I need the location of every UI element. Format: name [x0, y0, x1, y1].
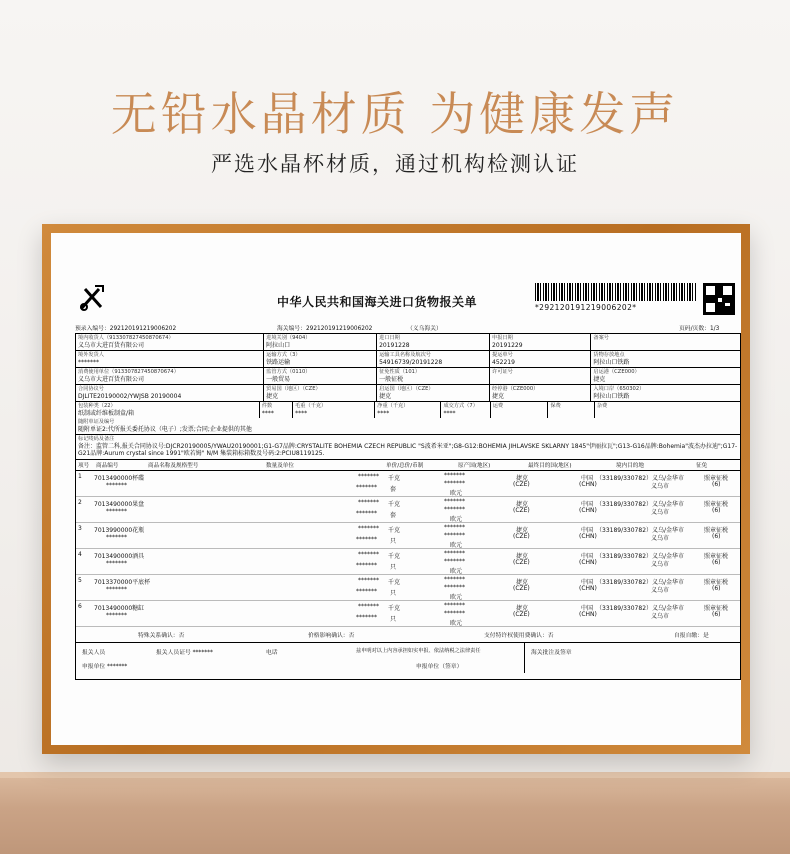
item-column-header: 最终目的国(地区) — [528, 462, 572, 469]
item-origin-code: (CZE) — [513, 584, 530, 592]
item-dest: 中国 — [581, 474, 594, 482]
item-unit: 套 — [390, 511, 397, 519]
item-domestic: （33189/330782）义乌/金华市 — [596, 552, 685, 560]
item-price: ******* — [444, 523, 465, 531]
royalty-payment: 支付特许权使用费确认：否 — [484, 632, 554, 639]
item-unit: 只 — [390, 563, 397, 571]
header-row — [76, 334, 740, 351]
header-cell — [76, 334, 264, 350]
field-label: 入境口岸（650302） — [593, 386, 645, 392]
picture-frame — [42, 224, 750, 754]
phone-label: 电话 — [266, 649, 278, 656]
page-count: 页码/页数：1/3 — [679, 326, 720, 332]
field-value: 阿拉山口铁路 — [593, 358, 630, 366]
confirmation-row — [76, 627, 740, 643]
field-label: 运输方式（3） — [266, 352, 301, 358]
item-qty: ******* — [358, 602, 379, 610]
field-value — [597, 410, 738, 418]
item-tax: 照章征税 — [704, 500, 729, 508]
item-dest-code: (CHN) — [579, 610, 597, 618]
item-total: ******* — [444, 557, 465, 565]
marks-value: 备注：监管二科,报关合同协议号:DJCR20190005/YWAU20190001;G1-G7品牌:CRYSTALITE BOHEMIA CZECH REPUBLIC "S波希米亚";G8-G12:BOHEMIA JIHLAVSKE SKLARNY 1845"伊丽拉瓦";G13-G16品牌:Bohemia"波杰办拉迪";G17-G21品牌:Aurum crystal since 1991"欧若姆" N/M 集装箱标箱数及号码:2:PCIU8119125. — [78, 442, 738, 457]
item-unit-kg: 千克 — [388, 578, 401, 586]
item-total: ******* — [444, 531, 465, 539]
field-value — [492, 376, 588, 384]
field-value: ******* — [78, 358, 99, 366]
item-origin-code: (CZE) — [513, 558, 530, 566]
field-label: 启运国（地区）（CZE） — [379, 386, 434, 392]
item-currency: 欧元 — [450, 567, 463, 575]
item-price: ******* — [444, 549, 465, 557]
special-relationship: 特殊关系确认：否 — [138, 632, 185, 639]
header-cell — [377, 351, 490, 367]
field-value: 阿拉山口铁路 — [593, 392, 630, 400]
field-value: **** — [377, 409, 390, 417]
field-label: 许可证号 — [492, 369, 513, 375]
item-dest: 中国 — [581, 552, 594, 560]
item-origin: 捷克 — [516, 552, 529, 560]
field-label: 杂费 — [596, 403, 608, 409]
item-column-header: 原产国(地区) — [458, 462, 491, 469]
declaration-table — [75, 333, 741, 680]
field-label: 进口日期 — [379, 335, 400, 341]
header-cell — [490, 368, 591, 384]
item-domestic-city: 义乌市 — [651, 586, 670, 594]
field-value — [550, 410, 591, 418]
item-domestic: （33189/330782）义乌/金华市 — [596, 526, 685, 534]
table-row — [76, 497, 740, 523]
item-column-header: 数量及单位 — [266, 462, 294, 469]
item-unit-kg: 千克 — [388, 526, 401, 534]
field-value: **** — [261, 409, 274, 417]
field-label: 消费使用单位（91330782745087067​4） — [78, 369, 179, 375]
item-spec: ******* — [106, 533, 127, 541]
item-qty2: ******* — [356, 535, 377, 543]
header-cell — [260, 402, 293, 418]
item-dest-code: (CHN) — [579, 480, 597, 488]
field-value: 义乌市大进百货有限公司 — [78, 341, 145, 349]
field-value: 捷克 — [492, 392, 505, 400]
item-qty: ******* — [358, 524, 379, 532]
item-dest-code: (CHN) — [579, 506, 597, 514]
item-price: ******* — [444, 575, 465, 583]
item-number: 1 — [78, 472, 82, 480]
item-currency: 欧元 — [450, 489, 463, 497]
field-label: 成交方式（7） — [443, 403, 478, 409]
item-currency: 欧元 — [450, 619, 463, 627]
header-cell — [264, 385, 377, 401]
header-row — [76, 402, 740, 418]
item-dest: 中国 — [581, 500, 594, 508]
header-cell — [377, 368, 490, 384]
field-value: **** — [295, 409, 308, 417]
item-unit: 只 — [390, 589, 397, 597]
item-domestic-city: 义乌市 — [651, 534, 670, 542]
item-qty: ******* — [358, 472, 379, 480]
field-value: 一般征税 — [379, 375, 404, 383]
document-title: 中华人民共和国海关进口货物报关单 — [277, 295, 478, 309]
field-value: 捷克 — [379, 392, 392, 400]
item-domestic: （33189/330782）义乌/金华市 — [596, 578, 685, 586]
field-value: 纸制或纤维板制盒/箱 — [78, 409, 135, 417]
item-column-header: 项号 — [78, 462, 90, 469]
header-cell — [377, 334, 490, 350]
field-value: 捷克 — [593, 375, 606, 383]
qr-code-icon — [703, 283, 735, 315]
declarant-id: 报关人员证号 ******* — [156, 649, 213, 656]
field-label: 进境关别（9404） — [266, 335, 311, 341]
field-value — [593, 342, 738, 350]
item-origin-code: (CZE) — [513, 480, 530, 488]
item-code: 7013490000酒具 — [94, 552, 145, 560]
field-label: 毛重（千克） — [295, 403, 327, 409]
header-row — [76, 368, 740, 385]
field-label: 提运单号 — [492, 352, 513, 358]
item-price: ******* — [444, 601, 465, 609]
customs-declaration — [67, 247, 738, 731]
field-value: 54916739/20191228 — [379, 358, 443, 366]
item-domestic: （33189/330782）义乌/金华市 — [596, 474, 685, 482]
declarant-row — [76, 643, 740, 679]
item-tax-code: (6) — [712, 480, 721, 488]
item-list — [76, 471, 740, 627]
header-cell — [76, 402, 260, 418]
liability-statement: 兹申明对以上内容承担如实申报、依法纳税之法律责任 — [356, 647, 481, 654]
marks-label: 标记唛码及备注 — [78, 436, 115, 442]
field-value: 452219 — [492, 358, 515, 366]
item-column-header: 境内目的地 — [616, 462, 644, 469]
field-label: 备案号 — [593, 335, 609, 341]
item-header-row — [76, 460, 740, 471]
item-dest: 中国 — [581, 526, 594, 534]
barcode-text: *292120191219006202* — [535, 303, 637, 312]
field-label: 征免性质（101） — [379, 369, 421, 375]
field-label: 运输工具名称及航次号 — [379, 352, 431, 358]
item-origin: 捷克 — [516, 526, 529, 534]
item-tax: 照章征税 — [704, 474, 729, 482]
item-domestic-city: 义乌市 — [651, 560, 670, 568]
table-row — [76, 471, 740, 497]
field-value: 20191229 — [492, 341, 523, 349]
item-total: ******* — [444, 609, 465, 617]
field-label: 净重（千克） — [377, 403, 409, 409]
item-qty: ******* — [358, 576, 379, 584]
field-value — [493, 410, 546, 418]
header-cell — [490, 385, 591, 401]
field-label: 包装种类（22） — [78, 403, 116, 409]
item-domestic-city: 义乌市 — [651, 612, 670, 620]
item-currency: 欧元 — [450, 593, 463, 601]
item-total: ******* — [444, 479, 465, 487]
frame-mat — [51, 233, 741, 745]
declaring-unit: 申报单位 ******* — [82, 663, 128, 670]
header-cell — [76, 351, 264, 367]
item-domestic: （33189/330782）义乌/金华市 — [596, 500, 685, 508]
attached-docs-label: 随附单证及编号 — [78, 419, 115, 425]
header-cell — [591, 385, 740, 401]
table-row — [76, 575, 740, 601]
field-value: 铁路运输 — [266, 358, 291, 366]
item-code: 7013990000花瓶 — [94, 526, 145, 534]
item-column-header: 征免 — [696, 462, 708, 469]
field-label: 贸易国（地区）（CZE） — [266, 386, 321, 392]
header-cell — [76, 368, 264, 384]
item-qty2: ******* — [356, 561, 377, 569]
attached-docs-row — [76, 418, 740, 435]
field-label: 合同协议号 — [78, 386, 104, 392]
item-spec: ******* — [106, 507, 127, 515]
header-row — [76, 351, 740, 368]
item-qty2: ******* — [356, 613, 377, 621]
item-qty: ******* — [358, 498, 379, 506]
marks-row — [76, 435, 740, 460]
field-label: 监管方式（0110） — [266, 369, 311, 375]
field-label: 运费 — [492, 403, 504, 409]
barcode — [535, 283, 697, 301]
item-tax-code: (6) — [712, 610, 721, 618]
item-code: 7013490000果盘 — [94, 500, 145, 508]
item-dest: 中国 — [581, 604, 594, 612]
header-cell — [76, 385, 264, 401]
field-label: 境内收货人（91330782745087067​4） — [78, 335, 174, 341]
header-cell — [591, 334, 740, 350]
field-label: 申报日期 — [492, 335, 513, 341]
customs-emblem-icon — [77, 283, 105, 313]
header-cell — [375, 402, 441, 418]
customs-number: 海关编号：292120191219006202 — [277, 326, 373, 332]
item-unit: 套 — [390, 485, 397, 493]
field-label: 件数 — [261, 403, 273, 409]
header-cell — [548, 402, 594, 418]
field-value: 阿拉山口 — [266, 341, 291, 349]
header-cell — [264, 351, 377, 367]
item-tax-code: (6) — [712, 506, 721, 514]
item-tax-code: (6) — [712, 558, 721, 566]
item-spec: ******* — [106, 559, 127, 567]
field-label: 经停港（CZE000） — [492, 386, 539, 392]
item-price: ******* — [444, 471, 465, 479]
item-price: ******* — [444, 497, 465, 505]
item-dest: 中国 — [581, 578, 594, 586]
table-row — [76, 601, 740, 627]
item-unit-kg: 千克 — [388, 474, 401, 482]
header-cell — [591, 351, 740, 367]
item-origin-code: (CZE) — [513, 610, 530, 618]
field-value: DJLITE20190002/YWJSB 20190004 — [78, 392, 182, 400]
field-value: 义乌市大进百货有限公司 — [78, 375, 145, 383]
item-total: ******* — [444, 583, 465, 591]
customs-office: （义乌海关） — [407, 326, 442, 332]
header-cell — [591, 368, 740, 384]
attached-docs-value: 随附单证2:代所报关委托协议（电子）;发票;合同;企业提供的其他 — [78, 425, 252, 433]
item-domestic-city: 义乌市 — [651, 508, 670, 516]
item-origin: 捷克 — [516, 604, 529, 612]
item-tax-code: (6) — [712, 584, 721, 592]
field-label: 保费 — [550, 403, 561, 409]
item-tax-code: (6) — [712, 532, 721, 540]
price-impact: 价格影响确认：否 — [308, 632, 355, 639]
item-qty: ******* — [358, 550, 379, 558]
item-origin-code: (CZE) — [513, 532, 530, 540]
self-report: 自报自缴：是 — [674, 632, 709, 639]
header-cell — [264, 334, 377, 350]
item-column-header: 商品名称及规格型号 — [148, 462, 199, 469]
item-code: 7013490000杯碟 — [94, 474, 145, 482]
header-cell — [264, 368, 377, 384]
item-dest-code: (CHN) — [579, 584, 597, 592]
headline: 无铅水晶材质 为健康发声 — [110, 87, 680, 141]
item-number: 6 — [78, 602, 82, 610]
item-unit-kg: 千克 — [388, 552, 401, 560]
item-domestic: （33189/330782）义乌/金华市 — [596, 604, 685, 612]
item-qty2: ******* — [356, 509, 377, 517]
header-cell — [595, 402, 740, 418]
field-value: 一般贸易 — [266, 375, 291, 383]
table-row — [76, 549, 740, 575]
item-qty2: ******* — [356, 483, 377, 491]
item-code: 7013370000平底杯 — [94, 578, 151, 586]
item-spec: ******* — [106, 481, 127, 489]
item-origin-code: (CZE) — [513, 506, 530, 514]
item-number: 5 — [78, 576, 82, 584]
item-column-header: 单价/总价/币制 — [386, 462, 424, 469]
item-spec: ******* — [106, 611, 127, 619]
field-value: 20191228 — [379, 341, 410, 349]
header-cell — [293, 402, 375, 418]
header-cell — [490, 334, 591, 350]
prerecord-number: 预录入编号：292120191219006202 — [75, 326, 177, 332]
item-spec: ******* — [106, 585, 127, 593]
header-cell — [377, 385, 490, 401]
item-currency: 欧元 — [450, 515, 463, 523]
item-origin: 捷克 — [516, 500, 529, 508]
item-tax: 照章征税 — [704, 526, 729, 534]
field-value: 捷克 — [266, 392, 279, 400]
header-cell — [441, 402, 490, 418]
item-tax: 照章征税 — [704, 604, 729, 612]
header-row — [76, 385, 740, 402]
item-currency: 欧元 — [450, 541, 463, 549]
item-number: 2 — [78, 498, 82, 506]
header-cell — [491, 402, 549, 418]
field-label: 货物存放地点 — [593, 352, 625, 358]
declarant-label: 报关人员 — [82, 649, 106, 656]
item-qty2: ******* — [356, 587, 377, 595]
item-unit: 只 — [390, 615, 397, 623]
item-tax: 照章征税 — [704, 552, 729, 560]
item-unit-kg: 千克 — [388, 500, 401, 508]
field-label: 境外发货人 — [78, 352, 104, 358]
wooden-shelf — [0, 778, 790, 854]
field-label: 启运港（CZE000） — [593, 369, 640, 375]
item-dest-code: (CHN) — [579, 532, 597, 540]
item-code: 7013490000糖缸 — [94, 604, 145, 612]
item-domestic-city: 义乌市 — [651, 482, 670, 490]
item-unit-kg: 千克 — [388, 604, 401, 612]
item-total: ******* — [444, 505, 465, 513]
item-origin: 捷克 — [516, 578, 529, 586]
subheadline: 严选水晶杯材质，通过机构检测认证 — [211, 152, 579, 176]
table-row — [76, 523, 740, 549]
item-origin: 捷克 — [516, 474, 529, 482]
header-cell — [490, 351, 591, 367]
item-tax: 照章征税 — [704, 578, 729, 586]
item-dest-code: (CHN) — [579, 558, 597, 566]
item-unit: 只 — [390, 537, 397, 545]
item-number: 3 — [78, 524, 82, 532]
item-column-header: 商品编号 — [96, 462, 119, 469]
customs-note-label: 海关批注及签章 — [531, 649, 572, 656]
unit-seal: 申报单位（签章） — [416, 663, 463, 670]
field-value: **** — [443, 409, 456, 417]
item-number: 4 — [78, 550, 82, 558]
